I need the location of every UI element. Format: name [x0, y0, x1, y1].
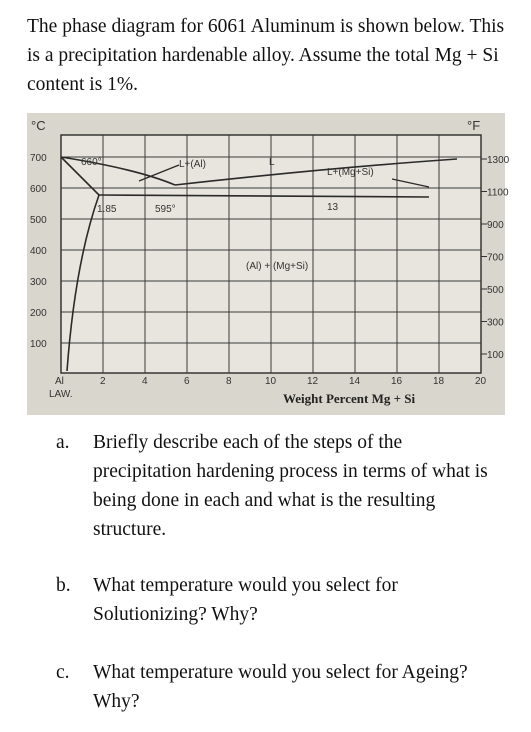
x-axis-title: Weight Percent Mg + Si	[283, 391, 416, 406]
question-c-text: What temperature would you select for Ageing? Why?	[93, 662, 468, 712]
fahrenheit-tick-label: 500	[487, 285, 504, 296]
composition-tick-label: 8	[226, 376, 232, 387]
fahrenheit-tick-label: 700	[487, 252, 504, 264]
label-l-al: L+(Al)	[179, 159, 206, 170]
composition-tick-label: 16	[391, 376, 403, 387]
fahrenheit-tick-label: 1300	[487, 155, 510, 166]
composition-tick-label: 14	[349, 376, 361, 387]
label-595: 595°	[155, 204, 176, 215]
composition-tick-label: 6	[184, 376, 190, 387]
phase-diagram-figure	[27, 113, 510, 415]
composition-tick-label: 20	[475, 376, 487, 387]
question-a-letter: a.	[56, 432, 70, 453]
fahrenheit-tick-label: 100	[487, 350, 504, 361]
label-13: 13	[327, 202, 339, 213]
label-l-mgsi: L+(Mg+Si)	[327, 167, 374, 178]
label-185: 1.85	[97, 204, 117, 215]
fahrenheit-tick-label: 300	[487, 317, 504, 329]
question-c-letter: c.	[56, 662, 70, 683]
question-b-text: What temperature would you select for Solutionizing? Why?	[93, 575, 398, 625]
composition-tick-label: 4	[142, 376, 148, 387]
question-c	[56, 658, 496, 716]
label-660: 660°	[81, 157, 102, 168]
fahrenheit-tick-label: 1100	[487, 187, 509, 199]
x-origin-label: Al	[55, 376, 64, 387]
fahrenheit-tick-label: 900	[487, 220, 504, 231]
label-al-mgsi: (Al) + (Mg+Si)	[246, 261, 309, 272]
composition-tick-label: 18	[433, 376, 445, 387]
composition-tick-label: 12	[307, 376, 319, 387]
celsius-tick-label: 600	[30, 184, 47, 195]
celsius-tick-label: 500	[30, 215, 47, 226]
question-a-text: Briefly describe each of the steps of the precipitation hardening process in terms of what is being done in each and what is the resulting structure.	[93, 432, 488, 540]
question-b-letter: b.	[56, 575, 71, 596]
intro-paragraph: The phase diagram for 6061 Aluminum is shown below. This is a precipitation hardenable alloy. Assume the total Mg + Si content is 1%.	[27, 16, 505, 95]
composition-tick-label: 2	[100, 376, 106, 387]
phase-diagram	[27, 113, 510, 415]
celsius-tick-label: 300	[30, 277, 47, 288]
question-list	[56, 428, 496, 712]
question-a	[56, 428, 496, 544]
composition-tick-label: 10	[265, 376, 277, 387]
question-b	[56, 571, 496, 629]
celsius-tick-label: 700	[30, 153, 47, 164]
celsius-tick-label: 200	[30, 308, 47, 319]
celsius-tick-label: 100	[30, 339, 47, 350]
unit-celsius: °C	[31, 118, 46, 133]
celsius-tick-label: 400	[30, 246, 47, 257]
label-l: L	[269, 157, 275, 168]
x-origin-sublabel: LAW.	[49, 389, 73, 400]
unit-fahrenheit: °F	[467, 118, 481, 133]
